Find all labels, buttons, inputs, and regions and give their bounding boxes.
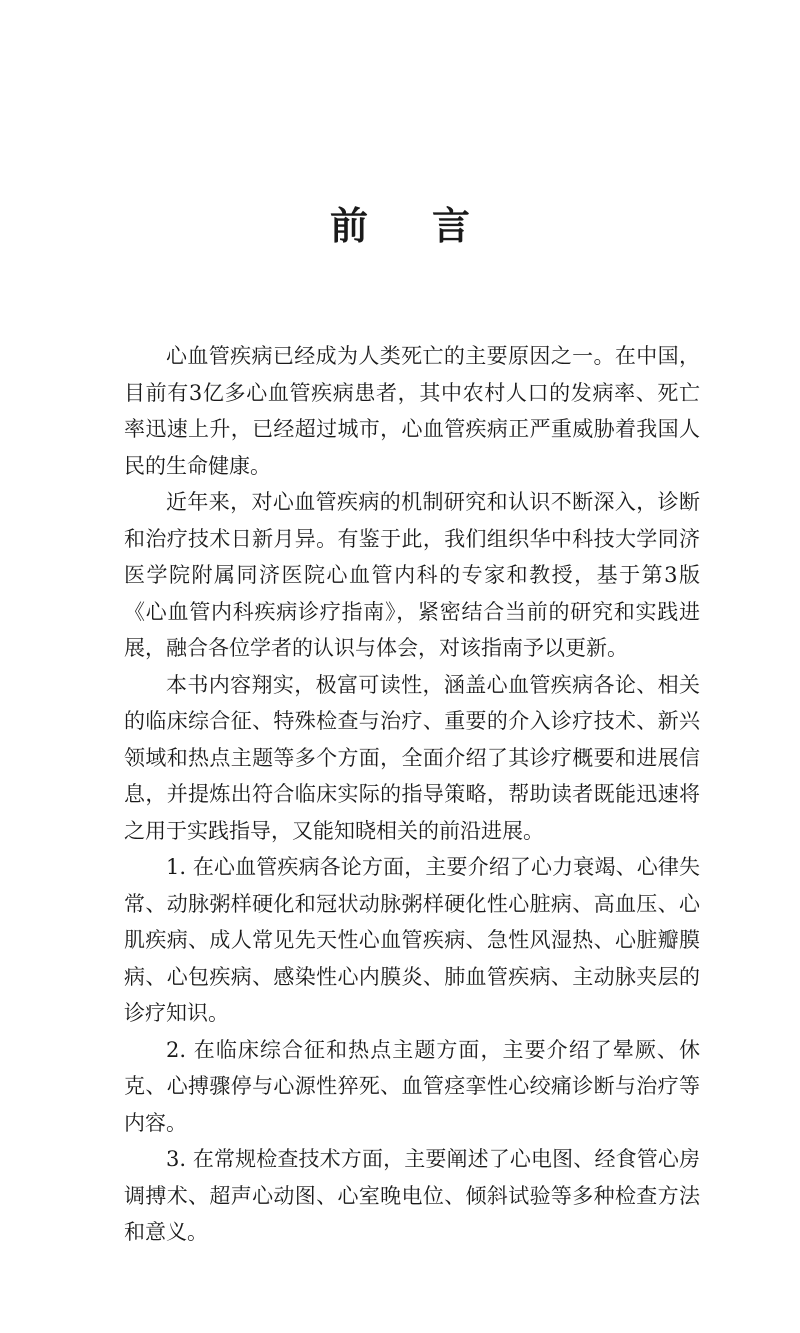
- paragraph-intro: 心血管疾病已经成为人类死亡的主要原因之一。在中国，目前有3亿多心血管疾病患者，其中农村人口的发病率、死亡率迅速上升，已经超过城市，心血管疾病正严重威胁着我国人民的生命健康。: [124, 344, 700, 478]
- preface-body: [124, 338, 700, 1251]
- title-char-1: 前: [329, 203, 368, 248]
- paragraph-background: 近年来，对心血管疾病的机制研究和认识不断深入，诊断和治疗技术日新月异。有鉴于此，我们组织华中科技大学同济医学院附属同济医院心血管内科的专家和教授，基于第3版《心血管内科疾病诊疗指南》，紧密结合当前的研究和实践进展，融合各位学者的认识与体会，对该指南予以更新。: [124, 490, 700, 660]
- title-char-2: 言: [432, 203, 471, 248]
- paragraph-item-2: 2. 在临床综合征和热点主题方面，主要介绍了晕厥、休克、心搏骤停与心源性猝死、血管痉挛性心绞痛诊断与治疗等内容。: [124, 1037, 700, 1135]
- paragraph-item-3: 3. 在常规检查技术方面，主要阐述了心电图、经食管心房调搏术、超声心动图、心室晚电位、倾斜试验等多种检查方法和意义。: [124, 1147, 700, 1244]
- paragraph-item-1: 1. 在心血管疾病各论方面，主要介绍了心力衰竭、心律失常、动脉粥样硬化和冠状动脉粥样硬化性心脏病、高血压、心肌疾病、成人常见先天性心血管疾病、急性风湿热、心脏瓣膜病、心包疾病、感染性心内膜炎、肺血管疾病、主动脉夹层的诊疗知识。: [124, 855, 700, 1025]
- page-title: [0, 200, 800, 252]
- paragraph-overview: 本书内容翔实，极富可读性，涵盖心血管疾病各论、相关的临床综合征、特殊检查与治疗、重要的介入诊疗技术、新兴领域和热点主题等多个方面，全面介绍了其诊疗概要和进展信息，并提炼出符合临床实际的指导策略，帮助读者既能迅速将之用于实践指导，又能知晓相关的前沿进展。: [124, 672, 700, 843]
